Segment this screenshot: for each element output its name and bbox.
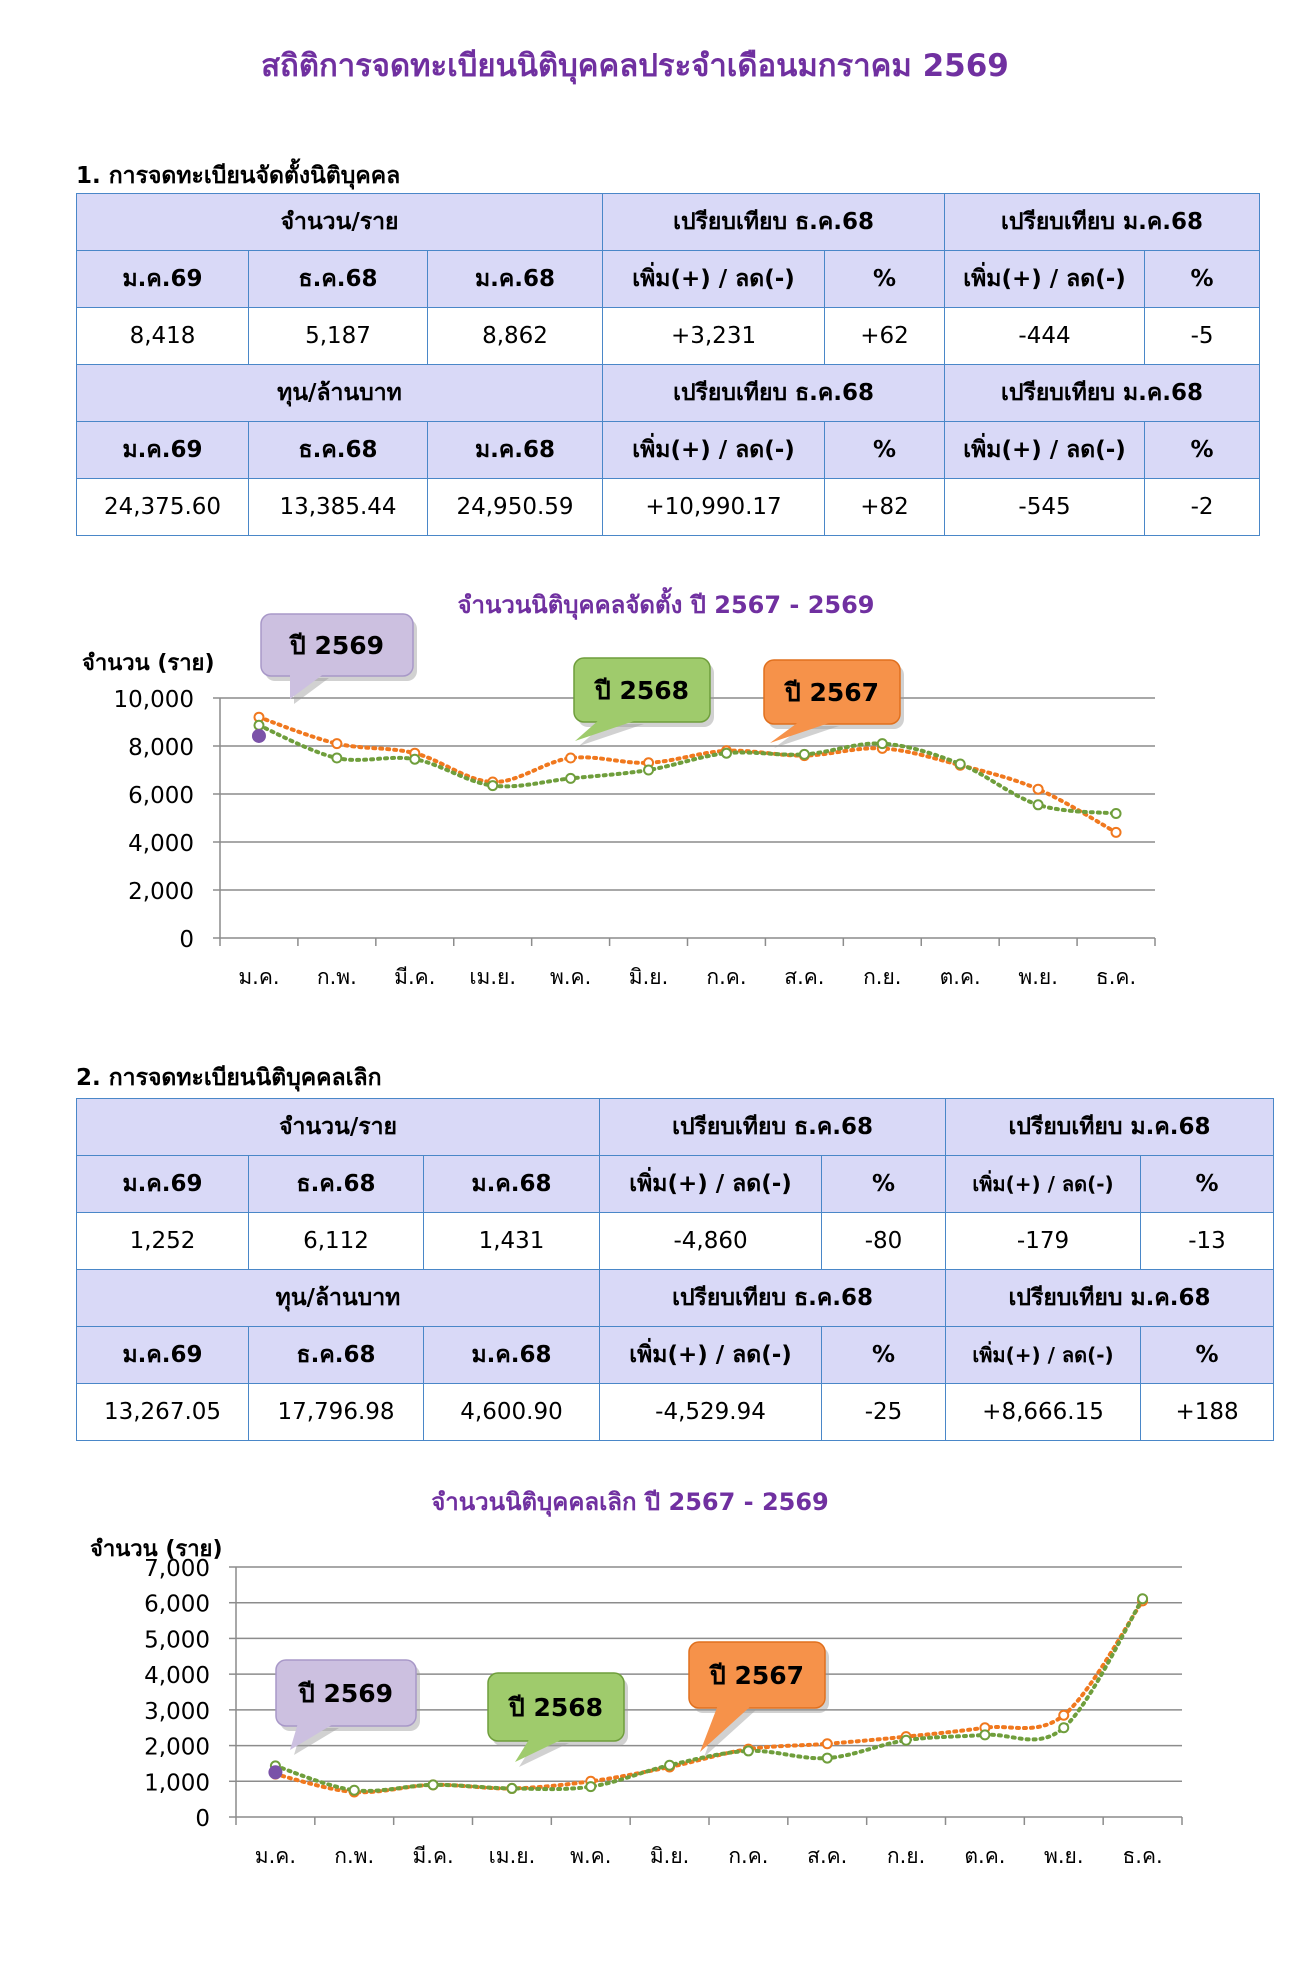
x-tick-label: ก.ย. (863, 965, 902, 989)
x-tick-label: ม.ค. (254, 1844, 297, 1868)
x-tick-label: ส.ค. (784, 965, 825, 989)
col-dec68: ธ.ค.68 (249, 1327, 424, 1384)
series-line (259, 725, 1116, 813)
callout-label: ปี 2567 (709, 1661, 805, 1690)
y-tick-label: 4,000 (144, 1663, 210, 1690)
count-jan69: 1,252 (77, 1213, 249, 1270)
x-tick-label: ก.ค. (728, 1844, 769, 1868)
callout-2567 (764, 660, 904, 748)
x-tick-label: พ.ย. (1018, 965, 1058, 989)
callout-2568 (574, 658, 714, 746)
x-tick-label: ต.ค. (939, 965, 981, 989)
col-jan68: ม.ค.68 (424, 1327, 600, 1384)
compare-jan-header: เปรียบเทียบ ม.ค.68 (946, 1099, 1274, 1156)
x-tick-label: เม.ย. (488, 1844, 536, 1868)
capital-header: ทุน/ล้านบาท (77, 365, 603, 422)
callout-2569 (261, 614, 417, 704)
x-tick-label: ธ.ค. (1095, 965, 1137, 989)
count-pct-dec: +62 (825, 308, 945, 365)
x-tick-label: พ.ย. (1044, 1844, 1084, 1868)
x-tick-label: พ.ค. (570, 1844, 612, 1868)
y-tick-label: 2,000 (144, 1734, 210, 1761)
y-axis-label: จำนวน (ราย) (82, 651, 215, 676)
x-tick-label: ก.พ. (334, 1844, 375, 1868)
data-point (410, 755, 419, 764)
x-tick-label: ก.ย. (886, 1844, 926, 1868)
data-point (1034, 785, 1043, 794)
capital-change-jan: -545 (945, 479, 1145, 536)
data-point (254, 721, 263, 730)
y-tick-label: 10,000 (113, 687, 194, 713)
y-tick-label: 1,000 (144, 1770, 210, 1797)
col-jan68: ม.ค.68 (428, 422, 603, 479)
data-point (566, 774, 575, 783)
count-dec68: 6,112 (249, 1213, 424, 1270)
capital-pct-jan: -2 (1145, 479, 1260, 536)
capital-pct-jan: +188 (1141, 1384, 1274, 1441)
x-tick-label: มี.ค. (412, 1844, 454, 1868)
y-axis-label: จำนวน (ราย) (90, 1537, 223, 1562)
data-point (429, 1780, 438, 1789)
y-tick-label: 0 (179, 927, 194, 953)
col-jan69: ม.ค.69 (77, 1156, 249, 1213)
col-pct-jan: % (1145, 251, 1260, 308)
col-change-jan: เพิ่ม(+) / ลด(-) (945, 251, 1145, 308)
count-header: จำนวน/ราย (77, 1099, 600, 1156)
col-pct-jan: % (1141, 1327, 1274, 1384)
section1-heading: 1. การจดทะเบียนจัดตั้งนิติบุคคล (76, 163, 401, 189)
data-point (722, 749, 731, 758)
compare-jan-header: เปรียบเทียบ ม.ค.68 (945, 365, 1260, 422)
y-tick-label: 0 (195, 1806, 210, 1832)
x-tick-label: เม.ย. (469, 965, 517, 989)
x-tick-label: ธ.ค. (1122, 1844, 1163, 1868)
compare-dec-header: เปรียบเทียบ ธ.ค.68 (603, 365, 945, 422)
capital-jan68: 24,950.59 (428, 479, 603, 536)
x-tick-label: ต.ค. (964, 1844, 1006, 1868)
data-point (1138, 1594, 1147, 1603)
data-point (350, 1786, 359, 1795)
col-change-dec: เพิ่ม(+) / ลด(-) (603, 422, 825, 479)
chart-dissolutions (0, 1470, 1297, 1890)
page-title: สถิติการจดทะเบียนนิติบุคคลประจำเดือนมกราคม 2569 (261, 48, 1009, 84)
count-change-dec: +3,231 (603, 308, 825, 365)
x-tick-label: พ.ค. (550, 965, 592, 989)
data-point (1034, 800, 1043, 809)
compare-dec-header: เปรียบเทียบ ธ.ค.68 (600, 1099, 946, 1156)
count-pct-jan: -5 (1145, 308, 1260, 365)
capital-dec68: 13,385.44 (249, 479, 428, 536)
data-point (566, 754, 575, 763)
y-tick-label: 7,000 (144, 1556, 210, 1582)
capital-jan68: 4,600.90 (424, 1384, 600, 1441)
y-tick-label: 8,000 (128, 735, 194, 761)
chart-title: จำนวนนิติบุคคลเลิก ปี 2567 - 2569 (431, 1488, 829, 1516)
data-point (332, 739, 341, 748)
col-change-dec: เพิ่ม(+) / ลด(-) (600, 1327, 822, 1384)
col-jan69: ม.ค.69 (77, 422, 249, 479)
callout-2569 (276, 1660, 420, 1755)
col-change-jan: เพิ่ม(+) / ลด(-) (945, 422, 1145, 479)
compare-jan-header: เปรียบเทียบ ม.ค.68 (946, 1270, 1274, 1327)
col-change-jan: เพิ่ม(+) / ลด(-) (946, 1327, 1141, 1384)
col-change-jan: เพิ่ม(+) / ลด(-) (946, 1156, 1141, 1213)
callout-2568 (488, 1673, 628, 1767)
capital-jan69: 24,375.60 (77, 479, 249, 536)
data-point (269, 1766, 282, 1779)
col-dec68: ธ.ค.68 (249, 422, 428, 479)
data-point (1059, 1711, 1068, 1720)
data-point (665, 1761, 674, 1770)
x-tick-label: ส.ค. (807, 1844, 848, 1868)
col-pct-dec: % (825, 422, 945, 479)
callout-label: ปี 2568 (594, 676, 690, 705)
col-dec68: ธ.ค.68 (249, 251, 428, 308)
y-tick-label: 4,000 (128, 831, 194, 857)
data-point (956, 760, 965, 769)
count-pct-jan: -13 (1141, 1213, 1274, 1270)
data-point (902, 1736, 911, 1745)
col-dec68: ธ.ค.68 (249, 1156, 424, 1213)
col-pct-jan: % (1145, 422, 1260, 479)
section2-heading: 2. การจดทะเบียนนิติบุคคลเลิก (76, 1065, 382, 1091)
count-jan68: 1,431 (424, 1213, 600, 1270)
data-point (878, 739, 887, 748)
data-point (507, 1784, 516, 1793)
x-tick-label: มิ.ย. (628, 965, 669, 989)
y-tick-label: 3,000 (144, 1698, 210, 1725)
callout-label: ปี 2569 (289, 631, 385, 660)
section1-table (76, 193, 1260, 536)
y-tick-label: 2,000 (128, 879, 194, 905)
col-pct-dec: % (822, 1327, 946, 1384)
data-point (1059, 1723, 1068, 1732)
data-point (332, 754, 341, 763)
x-tick-label: ม.ค. (238, 965, 280, 989)
col-jan69: ม.ค.69 (77, 251, 249, 308)
capital-header: ทุน/ล้านบาท (77, 1270, 600, 1327)
x-tick-label: มิ.ย. (649, 1844, 690, 1868)
count-pct-dec: -80 (822, 1213, 946, 1270)
data-point (1112, 828, 1121, 837)
capital-dec68: 17,796.98 (249, 1384, 424, 1441)
data-point (586, 1782, 595, 1791)
capital-change-jan: +8,666.15 (946, 1384, 1141, 1441)
col-jan68: ม.ค.68 (424, 1156, 600, 1213)
col-jan68: ม.ค.68 (428, 251, 603, 308)
count-change-jan: -179 (946, 1213, 1141, 1270)
compare-jan-header: เปรียบเทียบ ม.ค.68 (945, 194, 1260, 251)
col-jan69: ม.ค.69 (77, 1327, 249, 1384)
callout-label: ปี 2567 (784, 678, 880, 707)
capital-pct-dec: -25 (822, 1384, 946, 1441)
count-change-dec: -4,860 (600, 1213, 822, 1270)
section2-table (76, 1098, 1274, 1441)
col-pct-jan: % (1141, 1156, 1274, 1213)
col-pct-dec: % (822, 1156, 946, 1213)
x-tick-label: ก.พ. (316, 965, 357, 989)
capital-change-dec: -4,529.94 (600, 1384, 822, 1441)
data-point (980, 1730, 989, 1739)
data-point (823, 1739, 832, 1748)
data-point (1112, 809, 1121, 818)
col-change-dec: เพิ่ม(+) / ลด(-) (600, 1156, 822, 1213)
col-pct-dec: % (825, 251, 945, 308)
callout-label: ปี 2568 (508, 1693, 604, 1722)
series-line (259, 717, 1116, 832)
compare-dec-header: เปรียบเทียบ ธ.ค.68 (600, 1270, 946, 1327)
callout-label: ปี 2569 (298, 1679, 394, 1708)
y-tick-label: 5,000 (144, 1627, 210, 1654)
x-tick-label: มี.ค. (394, 965, 436, 989)
count-dec68: 5,187 (249, 308, 428, 365)
data-point (252, 729, 265, 742)
col-change-dec: เพิ่ม(+) / ลด(-) (603, 251, 825, 308)
y-tick-label: 6,000 (144, 1591, 210, 1618)
x-tick-label: ก.ค. (706, 965, 747, 989)
chart-registrations (0, 575, 1297, 1005)
data-point (823, 1754, 832, 1763)
compare-dec-header: เปรียบเทียบ ธ.ค.68 (603, 194, 945, 251)
capital-jan69: 13,267.05 (77, 1384, 249, 1441)
callout-2567 (689, 1642, 829, 1757)
data-point (800, 750, 809, 759)
count-jan69: 8,418 (77, 308, 249, 365)
count-header: จำนวน/ราย (77, 194, 603, 251)
count-jan68: 8,862 (428, 308, 603, 365)
chart-title: จำนวนนิติบุคคลจัดตั้ง ปี 2567 - 2569 (457, 591, 875, 619)
data-point (488, 781, 497, 790)
data-point (644, 766, 653, 775)
data-point (744, 1746, 753, 1755)
y-tick-label: 6,000 (128, 783, 194, 809)
capital-change-dec: +10,990.17 (603, 479, 825, 536)
count-change-jan: -444 (945, 308, 1145, 365)
capital-pct-dec: +82 (825, 479, 945, 536)
